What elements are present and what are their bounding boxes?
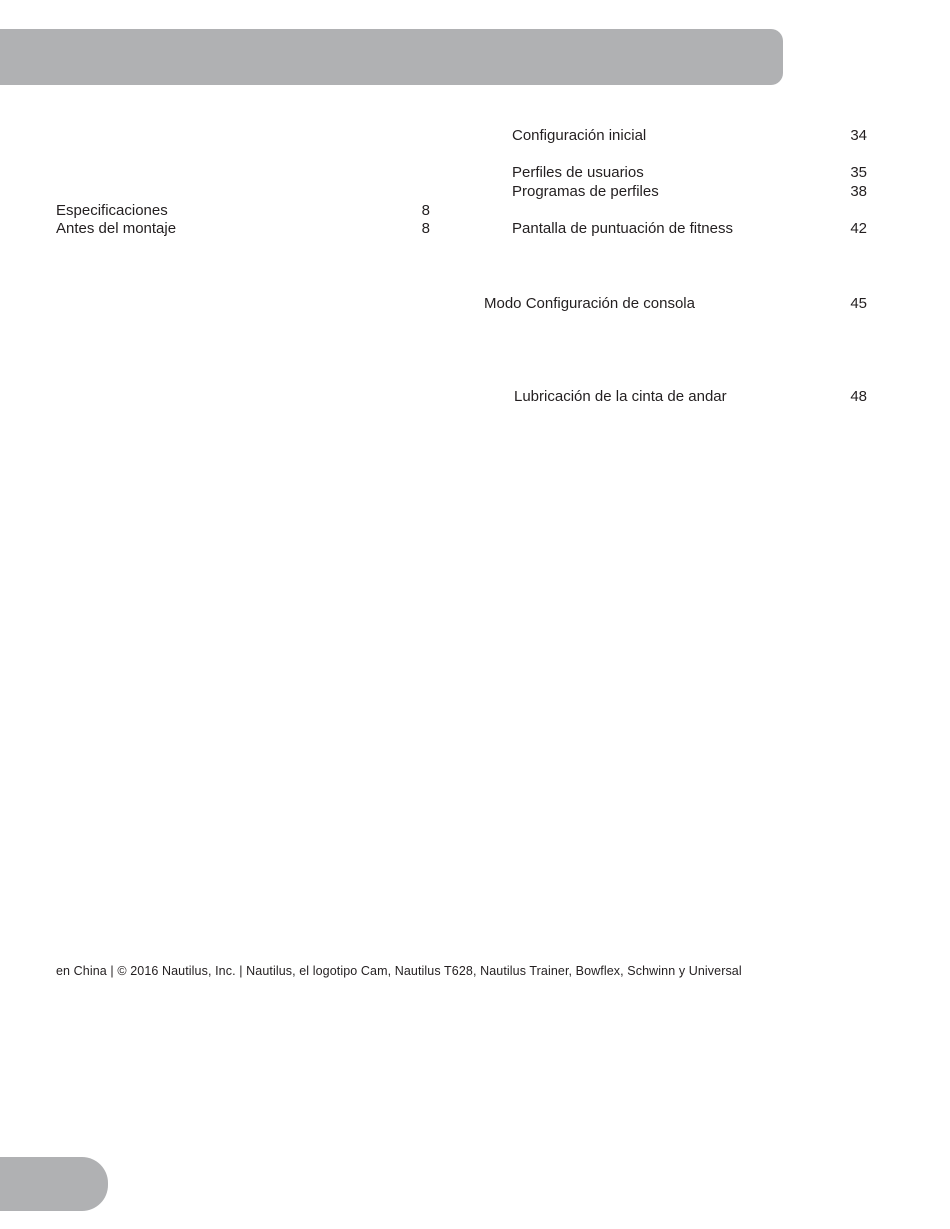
toc-entry-page: 42 xyxy=(850,220,867,237)
header-bar xyxy=(0,29,783,85)
toc-entry-antes-del-montaje[interactable] xyxy=(56,220,430,238)
toc-entry-label: Programas de perfiles xyxy=(512,183,659,200)
toc-entry-label: Configuración inicial xyxy=(512,127,647,144)
toc-entry-label: Antes del montaje xyxy=(56,220,177,237)
toc-entry-perfiles-de-usuarios[interactable] xyxy=(512,164,867,182)
toc-entry-label: Pantalla de puntuación de fitness xyxy=(512,220,733,237)
toc-entry-page: 8 xyxy=(421,220,430,237)
page-number-tab xyxy=(0,1157,108,1211)
toc-entry-page: 48 xyxy=(850,388,867,405)
toc-entry-page: 34 xyxy=(850,127,867,144)
toc-entry-page: 8 xyxy=(421,202,430,219)
toc-entry-especificaciones[interactable] xyxy=(56,202,430,220)
copyright-text: en China | © 2016 Nautilus, Inc. | Nautilus, el logotipo Cam, Nautilus T628, Nautilus Trainer, Bowflex, Schwinn y Universal xyxy=(56,964,742,978)
toc-entry-label: Lubricación de la cinta de andar xyxy=(514,388,727,405)
toc-entry-label: Especificaciones xyxy=(56,202,168,219)
toc-entry-page: 35 xyxy=(850,164,867,181)
toc-entry-pantalla-puntuacion-fitness[interactable] xyxy=(512,220,867,238)
toc-entry-page: 38 xyxy=(850,183,867,200)
toc-entry-label: Perfiles de usuarios xyxy=(512,164,644,181)
toc-entry-programas-de-perfiles[interactable] xyxy=(512,183,867,201)
toc-entry-modo-configuracion-consola[interactable] xyxy=(484,295,867,313)
toc-entry-configuracion-inicial[interactable] xyxy=(512,127,867,145)
toc-entry-label: Modo Configuración de consola xyxy=(484,295,695,312)
toc-entry-page: 45 xyxy=(850,295,867,312)
toc-entry-lubricacion-cinta[interactable] xyxy=(514,388,867,406)
